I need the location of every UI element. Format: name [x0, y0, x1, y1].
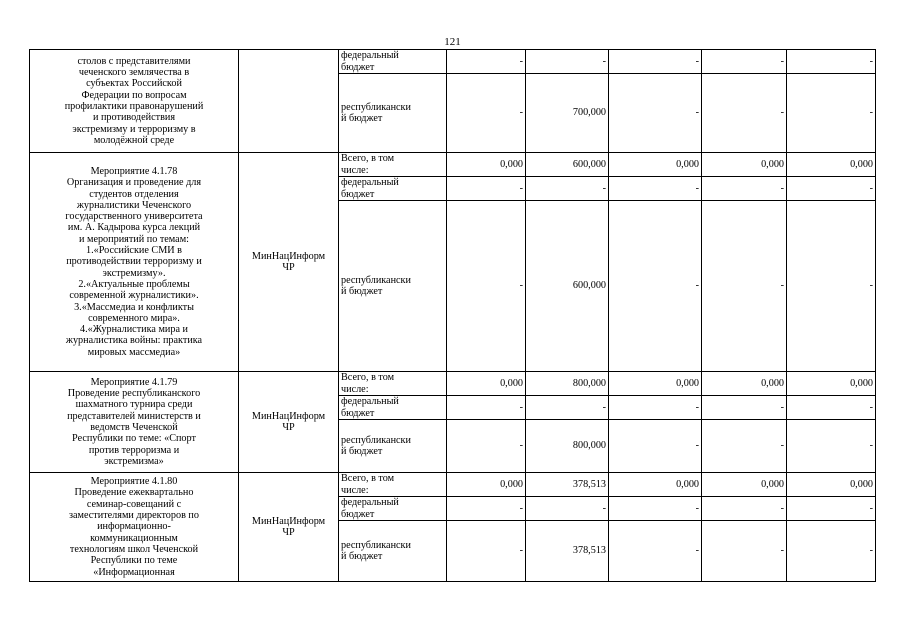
table-row [30, 473, 876, 497]
cell-text-line: числе: [341, 383, 369, 395]
program-events-table [29, 49, 876, 582]
cell-text-line: МинНацИнформ [251, 250, 326, 262]
cell-text-line: республикански [341, 434, 411, 446]
cell-text-line: Мероприятие 4.1.79 [90, 376, 178, 388]
cell-text-line: студентов отделения [89, 188, 179, 200]
cell-text-line: МинНацИнформ [251, 410, 326, 422]
cell-text-line: современной журналистики». [69, 290, 199, 302]
event-description-cell [30, 473, 239, 582]
cell-text-line: шахматного турнира среди [75, 399, 193, 411]
amount-cell: - [609, 521, 702, 582]
event-description-cell [30, 153, 239, 372]
amount-cell: - [447, 420, 526, 473]
amount-cell: 800,000 [526, 372, 609, 396]
amount-cell: 378,513 [526, 473, 609, 497]
amount-cell: - [702, 201, 787, 372]
cell-text-line: информационно- [97, 521, 171, 533]
amount-cell: - [787, 50, 876, 74]
amount-cell: - [447, 497, 526, 521]
cell-text-line: числе: [341, 484, 369, 496]
table-row [30, 372, 876, 396]
cell-text-line: федеральный [341, 497, 399, 509]
amount-cell: - [447, 177, 526, 201]
cell-text-line: й бюджет [341, 113, 383, 124]
amount-cell: - [526, 177, 609, 201]
amount-cell: 0,000 [702, 153, 787, 177]
amount-cell: - [702, 177, 787, 201]
event-description-cell [30, 50, 239, 153]
table-body [30, 50, 876, 582]
amount-cell: 0,000 [787, 372, 876, 396]
amount-cell: - [787, 201, 876, 372]
funding-source-cell [339, 153, 447, 177]
cell-text-line: й бюджет [341, 446, 383, 457]
amount-cell: - [787, 396, 876, 420]
amount-cell: 0,000 [787, 153, 876, 177]
cell-text-line: 3.«Массмедиа и конфликты [74, 301, 194, 313]
amount-cell: - [702, 497, 787, 521]
cell-text-line: мировых массмедиа» [87, 346, 181, 358]
cell-text-line: Проведение ежеквартально [74, 487, 194, 499]
cell-text-line: федеральный [341, 50, 399, 62]
amount-cell: 0,000 [447, 372, 526, 396]
funding-source-cell [339, 177, 447, 201]
cell-text-line: Всего, в том [341, 372, 395, 384]
table-row [30, 153, 876, 177]
cell-text-line: ЧР [282, 422, 295, 433]
amount-cell: - [609, 74, 702, 153]
cell-text-line: федеральный [341, 177, 399, 189]
cell-text-line: «Информационная [93, 566, 175, 578]
amount-cell: 600,000 [526, 153, 609, 177]
cell-text-line: й бюджет [341, 551, 383, 562]
cell-text-line: государственного университета [65, 211, 203, 223]
cell-text-line: бюджет [341, 61, 375, 73]
cell-text-line: журналистики Чеченского [76, 199, 192, 211]
cell-text-line: МинНацИнформ [251, 515, 326, 527]
cell-text-line: современного мира». [88, 312, 180, 324]
cell-text-line: журналистика войны: практика [65, 335, 203, 347]
cell-text-line: Всего, в том [341, 473, 395, 485]
funding-source-cell [339, 372, 447, 396]
cell-text-line: Республики по теме: «Спорт [72, 433, 196, 445]
cell-text-line: экстремизму». [102, 267, 166, 279]
amount-cell: 0,000 [447, 153, 526, 177]
amount-cell: - [609, 396, 702, 420]
cell-text-line: семинар-совещаний с [86, 498, 182, 510]
cell-text-line: представителей министерств и [67, 410, 201, 422]
cell-text-line: Проведение республиканского [67, 388, 201, 400]
cell-text-line: и противодействия [92, 112, 176, 124]
amount-cell: 0,000 [609, 153, 702, 177]
cell-text-line: экстремизма» [104, 455, 164, 467]
amount-cell: - [702, 521, 787, 582]
cell-text-line: республикански [341, 539, 411, 551]
amount-cell: 700,000 [526, 74, 609, 153]
cell-text-line: Федерации по вопросам [81, 89, 187, 101]
executor-cell [239, 372, 339, 473]
amount-cell: - [702, 74, 787, 153]
cell-text-line: й бюджет [341, 286, 383, 297]
cell-text-line: Республики по теме [90, 555, 178, 567]
cell-text-line: 2.«Актуальные проблемы [78, 278, 190, 290]
amount-cell: - [526, 50, 609, 74]
executor-cell [239, 153, 339, 372]
amount-cell: - [447, 521, 526, 582]
cell-text-line: бюджет [341, 508, 375, 520]
funding-source-cell [339, 74, 447, 153]
cell-text-line: республикански [341, 101, 411, 113]
cell-text-line: 4.«Журналистика мира и [80, 324, 188, 336]
page-number: 121 [444, 36, 461, 48]
cell-text-line: Всего, в том [341, 153, 395, 165]
cell-text-line: бюджет [341, 407, 375, 419]
cell-text-line: им. А. Кадырова курса лекций [67, 222, 201, 234]
amount-cell: - [526, 497, 609, 521]
amount-cell: - [526, 396, 609, 420]
amount-cell: - [787, 74, 876, 153]
amount-cell: 600,000 [526, 201, 609, 372]
amount-cell: 0,000 [609, 473, 702, 497]
cell-text-line: профилактики правонарушений [64, 101, 204, 112]
amount-cell: - [609, 497, 702, 521]
amount-cell: - [702, 420, 787, 473]
amount-cell: 0,000 [702, 372, 787, 396]
funding-source-cell [339, 201, 447, 372]
funding-source-cell [339, 497, 447, 521]
amount-cell: - [609, 420, 702, 473]
cell-text-line: Мероприятие 4.1.78 [90, 165, 178, 177]
cell-text-line: Организация и проведение для [66, 177, 202, 189]
cell-text-line: субъектах Российской [86, 78, 182, 90]
executor-cell [239, 473, 339, 582]
amount-cell: - [447, 201, 526, 372]
cell-text-line: бюджет [341, 188, 375, 200]
amount-cell: - [787, 521, 876, 582]
amount-cell: 0,000 [787, 473, 876, 497]
cell-text-line: молодёжной среде [93, 134, 175, 146]
event-description-cell [30, 372, 239, 473]
funding-source-cell [339, 521, 447, 582]
funding-source-cell [339, 50, 447, 74]
cell-text-line: ЧР [282, 527, 295, 538]
amount-cell: - [447, 74, 526, 153]
cell-text-line: и мероприятий по темам: [79, 233, 189, 245]
amount-cell: - [609, 201, 702, 372]
amount-cell: - [787, 420, 876, 473]
cell-text-line: чеченского землячества в [78, 67, 190, 79]
amount-cell: - [787, 177, 876, 201]
cell-text-line: технологиям школ Чеченской [69, 543, 199, 555]
amount-cell: - [702, 50, 787, 74]
cell-text-line: федеральный [341, 396, 399, 408]
cell-text-line: против терроризма и [88, 444, 180, 456]
cell-text-line: 1.«Российские СМИ в [85, 245, 182, 257]
amount-cell: - [447, 50, 526, 74]
amount-cell: - [702, 396, 787, 420]
cell-text-line: Мероприятие 4.1.80 [90, 476, 178, 488]
cell-text-line: противодействии терроризму и [66, 256, 202, 268]
table-row [30, 50, 876, 74]
cell-text-line: заместителями директоров по [69, 510, 199, 522]
amount-cell: - [609, 177, 702, 201]
funding-source-cell [339, 420, 447, 473]
cell-text-line: республикански [341, 274, 411, 286]
cell-text-line: столов с представителями [77, 55, 191, 67]
amount-cell: 0,000 [447, 473, 526, 497]
amount-cell: - [609, 50, 702, 74]
funding-source-cell [339, 473, 447, 497]
cell-text-line: ведомств Чеченской [90, 422, 178, 433]
cell-text-line: коммуникационным [90, 532, 178, 544]
amount-cell: 0,000 [702, 473, 787, 497]
amount-cell: 800,000 [526, 420, 609, 473]
amount-cell: 0,000 [609, 372, 702, 396]
amount-cell: - [447, 396, 526, 420]
cell-text-line: числе: [341, 164, 369, 176]
funding-source-cell [339, 396, 447, 420]
cell-text-line: ЧР [282, 262, 295, 273]
amount-cell: 378,513 [526, 521, 609, 582]
amount-cell: - [787, 497, 876, 521]
executor-cell [239, 50, 339, 153]
cell-text-line: экстремизму и терроризму в [72, 123, 196, 135]
